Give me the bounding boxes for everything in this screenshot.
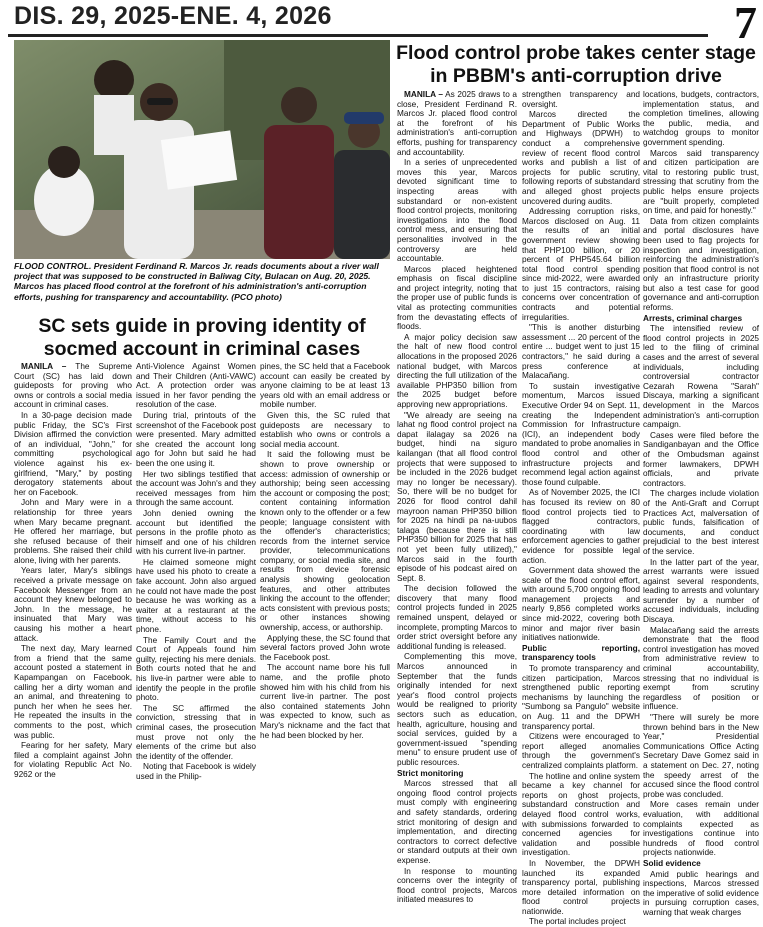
paragraph: [14, 566, 132, 643]
paragraph: [522, 382, 640, 488]
news-photo: [14, 40, 390, 259]
paragraph: [643, 713, 759, 799]
paragraph-text: Applying these, the SC found that several factors proved John wrote the Facebook post.: [260, 633, 390, 662]
paragraph: [14, 644, 132, 740]
paragraph: [260, 411, 390, 449]
paragraph: [522, 90, 640, 109]
paragraph: [397, 158, 517, 264]
paragraph-text: Fearing for her safety, Mary filed a complaint against John for violating Republic Act No. 9262 or the: [14, 741, 132, 779]
photo-caption: FLOOD CONTROL. President Ferdinand R. Marcos Jr. reads documents about a river wall project that was supposed to be constructed in Baliwag City, Bulacan on Aug. 20, 2025. Marcos has placed flood control at the forefront of his administration's anti-corruption efforts, pushing for transparency and accountability. (PCO photo): [14, 261, 379, 302]
paragraph: [643, 558, 759, 625]
paragraph: [136, 704, 256, 762]
paragraph: [397, 90, 517, 157]
paragraph-text: Marcos said transparency and citizen participation are vital to restoring public trust, stressing that scrutiny from the public helps ensure projects are "built properly, completed on time, and paid for honestly.": [643, 148, 759, 216]
paragraph-text: As of November 2025, the ICI has focused its review on 80 flood control projects tied to flagged contractors, coordinating with law enforcement agencies to gather evidence for possible legal action.: [522, 488, 640, 565]
subheading: Public reporting, transparency tools: [522, 643, 640, 663]
paragraph: [260, 663, 390, 740]
paragraph: [643, 800, 759, 858]
paragraph-text: Noting that Facebook is widely used in the Philip-: [136, 762, 256, 781]
paragraph-text: locations, budgets, contractors, implementation status, and completion timelines, allowing the public, media, and watchdog groups to monitor government spending.: [643, 90, 759, 147]
paragraph: [522, 207, 640, 322]
paragraph-text: Given this, the SC ruled that guideposts are necessary to establish who owns or controls a social media account.: [260, 410, 390, 449]
paragraph-text: As 2025 draws to a close, President Ferdinand R. Marcos Jr. placed flood control at the forefront of his administration's anti-corruption efforts, pushing for transparency and accountability.: [397, 90, 517, 157]
paragraph-text: In a 30-page decision made public Friday, the SC's First Division affirmed the conviction of an individual, "John," for committing psychological violence against his ex-girlfriend, "Mary," by posting derogatory statements about her on Facebook.: [14, 410, 132, 497]
paragraph: [643, 870, 759, 918]
issue-dates: DIS. 29, 2025-ENE. 4, 2026: [14, 2, 332, 30]
paragraph-text: The account name bore his full name, and the profile photo showed him with his child from his current live-in partner. The post also contained statements John was expected to know, such as Mary's nickname and the fact that he had been blocked by her.: [260, 663, 390, 740]
paragraph: [397, 265, 517, 332]
paragraph-text: "There will surely be more thrown behind bars in the New Year," Presidential Communications Office Acting Secretary Dave Gomez said in a statement on Dec. 27, noting the speedy arrest of the accused since the flood control probe was concluded.: [643, 713, 759, 799]
paragraph: [522, 917, 640, 927]
paragraph-text: The charges include violation of the Anti-Graft and Corrupt Practices Act, malversation of public funds, falsification of documents, and conduct prejudicial to the best interest of the service.: [643, 489, 759, 556]
paragraph: [14, 741, 132, 779]
paragraph: [397, 584, 517, 651]
paragraph: [522, 488, 640, 565]
sc-article-column-3: [260, 362, 390, 852]
page-header: [0, 0, 763, 48]
paragraph-text: In November, the DPWH launched its expanded transparency portal, publishing more detailed information on flood control projects nationwide.: [522, 858, 640, 916]
paragraph-text: Marcos directed the Department of Public Works and Highways (DPWH) to conduct a comprehensive review of recent flood control works and publish a list of projects for public scrutiny, following reports of substandard and alleged ghost projects uncovered during audits.: [522, 110, 640, 206]
paragraph-text: Her two siblings testified that the account was John's and they received messages from him through the same account.: [136, 469, 256, 508]
paragraph-text: Cases were filed before the Sandiganbayan and the Office of the Ombudsman against former lawmakers, DPWH officials, and private contractors.: [643, 430, 759, 488]
paragraph-text: Malacañang said the arrests demonstrate that the flood control investigation has moved from administrative review to criminal accountability, stressing that no individual is exempt from scrutiny regardless of position or influence.: [643, 625, 759, 712]
paragraph-text: John denied owning the account but identified the persons in the profile photo as himself and one of his children with his current live-in partner.: [136, 508, 256, 557]
secondary-headline: SC sets guide in proving identity of socmed account in criminal cases: [38, 315, 366, 360]
sc-article-column-2: [136, 362, 256, 852]
paragraph-text: More cases remain under evaluation, with additional complaints expected as investigations continue into hundreds of flood control projects nationwide.: [643, 800, 759, 858]
paragraph: [643, 149, 759, 216]
paragraph: [136, 762, 256, 781]
paragraph-text: Government data showed the scale of the flood control effort, with around 5,700 ongoing flood management projects and nearly 9,856 completed works since mid-2022, covering both minor and major river basin initiatives nationwide.: [522, 566, 640, 643]
paragraph-text: To sustain investigative momentum, Marcos issued Executive Order 94 on Sept. 11, creating the Independent Commission for Infrastructure (ICI), an independent body mandated to probe anomalies in flood control and other infrastructure projects and recommend legal action against those found culpable.: [522, 381, 640, 487]
paragraph-text: "This is another disturbing assessment ... 20 percent of the entire ... budget went to just 15 contractors," he said during a press conference at Malacañang.: [522, 323, 640, 381]
paragraph-text: A major policy decision saw the halt of new flood control allocations in the proposed 2026 national budget, with Marcos directing the full utilization of the available PHP350 billion from the 2025 budget before approving new appropriations.: [397, 332, 517, 409]
paragraph-text: Complementing this move, Marcos announced in September that the funds originally intended for next year's flood control projects would be realigned to priority sectors such as education, health, agriculture, housing and social services, guided by a government-issued "spending menu" to ensure prudent use of public resources.: [397, 652, 517, 767]
paragraph: [260, 450, 390, 632]
paragraph-text: Years later, Mary's siblings received a private message on Facebook Messenger from an account they knew belonged to John. In the message, he insinuated that Mary was causing his mother a heart attack.: [14, 566, 132, 643]
paragraph: [136, 411, 256, 469]
paragraph-text: In response to mounting concerns over the integrity of flood control projects, Marcos initiated measures to: [397, 866, 517, 905]
paragraph-text: The Supreme Court (SC) has laid down guideposts for proving who owns or controls a social media account in criminal cases.: [14, 362, 132, 410]
paragraph: [397, 333, 517, 410]
subheading: Solid evidence: [643, 858, 701, 868]
subheading: Strict monitoring: [397, 768, 464, 778]
paragraph-text: strengthen transparency and oversight.: [522, 90, 640, 109]
paragraph-text: The portal includes project: [529, 917, 626, 927]
paragraph: [14, 498, 132, 565]
paragraph: [397, 867, 517, 905]
paragraph: [14, 411, 132, 497]
page-number: 7: [734, 0, 757, 48]
dateline: MANILA –: [404, 90, 443, 99]
paragraph-text: The SC affirmed the conviction, stressing that in criminal cases, the prosecution must prove not only the elements of the crime but also the identity of the offender.: [136, 703, 256, 761]
subheading: Arrests, criminal charges: [643, 313, 743, 323]
paragraph-text: The next day, Mary learned from a friend that the same account posted a statement in Kapampangan on Facebook, calling her a dirty woman and an animal, and threatening to punch her when he sees her. He repeated the insults in the comments to the post, which was public.: [14, 644, 132, 740]
paragraph: [136, 470, 256, 508]
paragraph-text: Marcos stressed that all ongoing flood control projects must comply with engineering and safety standards, ordering strict monitoring of design and implementation, and directing contractors to correct defective or standard outputs at their own expense.: [397, 779, 517, 865]
header-rule: [8, 34, 708, 37]
paragraph: [522, 859, 640, 917]
flood-article-column-2: [522, 90, 640, 927]
paragraph-text: The intensified review of flood control projects in 2025 led to the filing of criminal cases and the arrest of several individuals, including controversial contractor Cezarah Rowena "Sarah" Discaya, marking a significant development in the Marcos administration's anti-corruption campaign.: [643, 324, 759, 430]
paragraph: [397, 411, 517, 584]
paragraph: [643, 489, 759, 556]
paragraph: [260, 634, 390, 663]
paragraph: [397, 652, 517, 767]
flood-article-column-3: [643, 90, 759, 917]
sc-article-column-1: [14, 362, 132, 852]
paragraph: [643, 217, 759, 313]
paragraph-text: To promote transparency and citizen participation, Marcos strengthened public reporting mechanisms by launching the "Sumbong sa Pangulo" website on Aug. 11 and the DPWH transparency portal.: [522, 664, 640, 731]
paragraph-text: Citizens were encouraged to report alleged anomalies through the government's centralized complaints platform.: [522, 732, 640, 770]
paragraph: [522, 664, 640, 731]
paragraph-text: Data from citizen complaints and portal disclosures have been used to flag projects for inspection and investigation, reinforcing the administration's position that flood control is not only an infrastructure priority but also a test case for good governance and anti-corruption reforms.: [643, 216, 759, 313]
paragraph-text: He claimed someone might have used his photo to create a fake account. John also argued he could not have made the post because he was working as a waiter at a restaurant at the time, without access to his phone.: [136, 557, 256, 635]
paragraph-text: During trial, printouts of the screenshot of the Facebook post were presented. Mary admitted she created the account long ago for John but said he had been the one using it.: [136, 410, 256, 468]
paragraph: [522, 323, 640, 381]
paragraph-text: Marcos placed heightened emphasis on fiscal discipline and project integrity, noting that the proper use of public funds is vital as protecting communities from the devastating effects of floods.: [397, 264, 517, 332]
paragraph: [643, 431, 759, 489]
paragraph: [397, 779, 517, 865]
paragraph-text: It said the following must be shown to prove ownership or access: admission of ownership or authorship; being seen accessing the account or composing the post; content containing information known only to the offender or a few people; language consistent with the offender's characteristics; records from the internet service provider, telecommunications company, or social media site, and results from device forensic analysis showing geolocation features, and other attributes linking the account to the offender; acts consistent with previous posts; or other instances showing ownership, access, or authorship.: [260, 450, 390, 633]
main-headline: Flood control probe takes center stage in PBBM's anti-corruption drive: [396, 42, 756, 87]
dateline: MANILA –: [21, 362, 67, 371]
paragraph: [136, 636, 256, 703]
paragraph-text: Anti-Violence Against Women and Their Children (Anti-VAWC) Act. A protection order was issued in her favor pending the resolution of the case.: [136, 362, 256, 410]
paragraph: [643, 324, 759, 430]
paragraph-text: In a series of unprecedented moves this year, Marcos devoted significant time to inspecting areas with substandard or non-existent flood control projects, monitoring investigations into the flood control mess, and ensuring that personalities involved in the controversy are held accountable.: [397, 158, 517, 264]
paragraph: [260, 362, 390, 410]
paragraph-text: Addressing corruption risks, Marcos disclosed on Aug. 11 the results of an initial government review showing that PHP100 billion, or 20 percent of PHP545.64 billion total flood control spending since mid-2022, were awarded to just 15 contractors, raising concerns over concentration of contracts and potential irregularities.: [522, 207, 640, 322]
paragraph-text: The decision followed the discovery that many flood control projects funded in 2025 remained unspent, delayed or incomplete, prompting Marcos to order strict oversight before any additional funding is released.: [397, 584, 517, 651]
paragraph: [136, 509, 256, 557]
paragraph-text: The Family Court and the Court of Appeals found him guilty, rejecting his mere denials. Both courts noted that he and his live-in partner were able to identify the people in the profile photo.: [136, 635, 256, 703]
flood-article-column-1: [397, 90, 517, 905]
paragraph-text: "We already are seeing na lahat ng flood control project na dapat ilalagay sa 2026 na budget, hindi na siguro kailangan (that all flood control projects that were supposed to be included in the 2026 budget may no longer be necessary). So, there will be no budget for 2026 for flood control dahil mayroon naman PHP350 billion for 2025 na hindi pa na-uubos talaga (because there is still PHP350 billion for 2025 that has not yet been fully utilized)," Marcos said in the fourth episode of his podcast aired on Sept. 8.: [397, 410, 517, 583]
paragraph: [522, 110, 640, 206]
paragraph: [522, 772, 640, 858]
paragraph: [136, 362, 256, 410]
paragraph-text: In the latter part of the year, arrest warrants were issued against several respondents, leading to arrests and voluntary surrender by a number of accused individuals, including Discaya.: [643, 557, 759, 625]
paragraph: [14, 362, 132, 410]
paragraph: [522, 566, 640, 643]
paragraph: [643, 626, 759, 712]
paragraph-text: John and Mary were in a relationship for three years when Mary became pregnant. He offered her marriage, but she refused because of their problems. She raised their child alone, living with her parents.: [14, 498, 132, 565]
paragraph: [643, 90, 759, 148]
paragraph-text: The hotline and online system became a key channel for reports on ghost projects, substandard construction and delayed flood control works, with submissions forwarded to concerned agencies for validation and possible investigation.: [522, 771, 640, 858]
paragraph: [522, 732, 640, 770]
paragraph-text: Amid public hearings and inspections, Marcos stressed the imperative of solid evidence in pursuing corruption cases, warning that weak charges: [643, 869, 759, 917]
paragraph-text: pines, the SC held that a Facebook account can easily be created by anyone claiming to be at least 13 years old with an email address or mobile number.: [260, 362, 390, 410]
paragraph: [136, 558, 256, 635]
